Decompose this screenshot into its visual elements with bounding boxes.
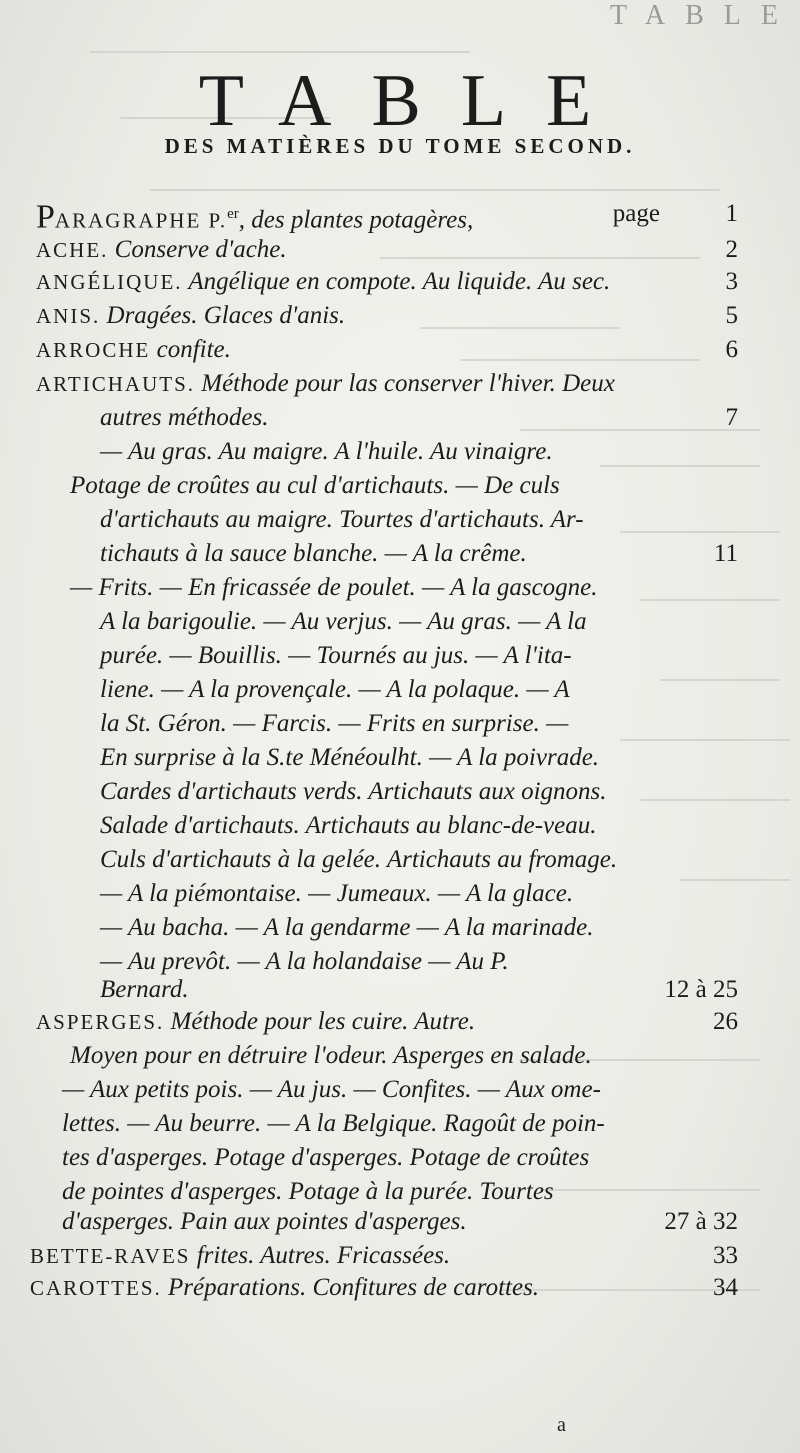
toc-line: BETTE-RAVES frites. Autres. Fricassées. 33 <box>30 1242 738 1269</box>
toc-line: — Aux petits pois. — Au jus. — Confites. — Aux ome- <box>62 1076 601 1103</box>
toc-line: ANIS. Dragées. Glaces d'anis. 5 <box>36 302 738 329</box>
toc-line: liene. — A la provençale. — A la polaque. — A <box>100 676 570 703</box>
toc-line: — A la piémontaise. — Jumeaux. — A la glace. <box>100 880 574 907</box>
toc-line: ARTICHAUTS. Méthode pour las conserver l'hiver. Deux <box>36 370 615 397</box>
page-title: TABLE <box>198 59 632 142</box>
toc-line: ACHE. Conserve d'ache. 2 <box>36 236 738 263</box>
toc-line: — Au gras. Au maigre. A l'huile. Au vinaigre. <box>100 438 553 465</box>
toc-entry-paragraphe <box>0 196 800 236</box>
toc-line: ANGÉLIQUE. Angélique en compote. Au liquide. Au sec. 3 <box>36 268 738 295</box>
toc-line: — Au prevôt. — A la holandaise — Au P. <box>100 948 509 975</box>
toc-line: Moyen pour en détruire l'odeur. Asperges en salade. <box>70 1042 592 1069</box>
toc-line: Bernard. 12 à 25 <box>100 976 738 1003</box>
toc-line: Potage de croûtes au cul d'artichauts. — De culs <box>70 472 560 499</box>
toc-line: d'artichauts au maigre. Tourtes d'artichauts. Ar- <box>100 506 584 533</box>
toc-line: — Au bacha. — A la gendarme — A la marinade. <box>100 914 594 941</box>
toc-line: A la barigoulie. — Au verjus. — Au gras. — A la <box>100 608 587 635</box>
toc-line: lettes. — Au beurre. — A la Belgique. Ragoût de poin- <box>62 1110 605 1137</box>
toc-line: de pointes d'asperges. Potage à la purée. Tourtes <box>62 1178 554 1205</box>
toc-line: la St. Géron. — Farcis. — Frits en surprise. — <box>100 710 569 737</box>
toc-entry-heading: ARAGRAPHE P. <box>54 208 228 233</box>
toc-line: En surprise à la S.te Ménéoulht. — A la poivrade. <box>100 744 600 771</box>
toc-line: autres méthodes. 7 <box>100 404 738 431</box>
toc-line: — Frits. — En fricassée de poulet. — A la gascogne. <box>70 574 598 601</box>
toc-line: ARROCHE confite. 6 <box>36 336 738 363</box>
page-number: 1 <box>725 200 738 227</box>
toc-line: CAROTTES. Préparations. Confitures de carottes. 34 <box>30 1274 738 1301</box>
toc-line: Cardes d'artichauts verds. Artichauts aux oignons. <box>100 778 607 805</box>
superscript: er <box>227 206 239 222</box>
toc-line: ASPERGES. Méthode pour les cuire. Autre. 26 <box>36 1008 738 1035</box>
drop-initial: P <box>36 198 55 236</box>
signature-mark: a <box>557 1414 566 1436</box>
toc-line: tichauts à la sauce blanche. — A la crême. 11 <box>100 540 738 567</box>
toc-line: tes d'asperges. Potage d'asperges. Potage de croûtes <box>62 1144 590 1171</box>
page-subtitle: DES MATIÈRES DU TOME SECOND. <box>164 134 636 158</box>
toc-entry-description: , des plantes potagères, <box>238 206 474 234</box>
toc-line: d'asperges. Pain aux pointes d'asperges. 27 à 32 <box>62 1208 738 1235</box>
toc-line: purée. — Bouillis. — Tournés au jus. — A l'ita- <box>100 642 572 669</box>
running-header: TABLE <box>610 0 798 31</box>
toc-line: Culs d'artichauts à la gelée. Artichauts au fromage. <box>100 846 618 873</box>
page-label: page <box>612 200 660 227</box>
toc-line: Salade d'artichauts. Artichauts au blanc-de-veau. <box>100 812 597 839</box>
